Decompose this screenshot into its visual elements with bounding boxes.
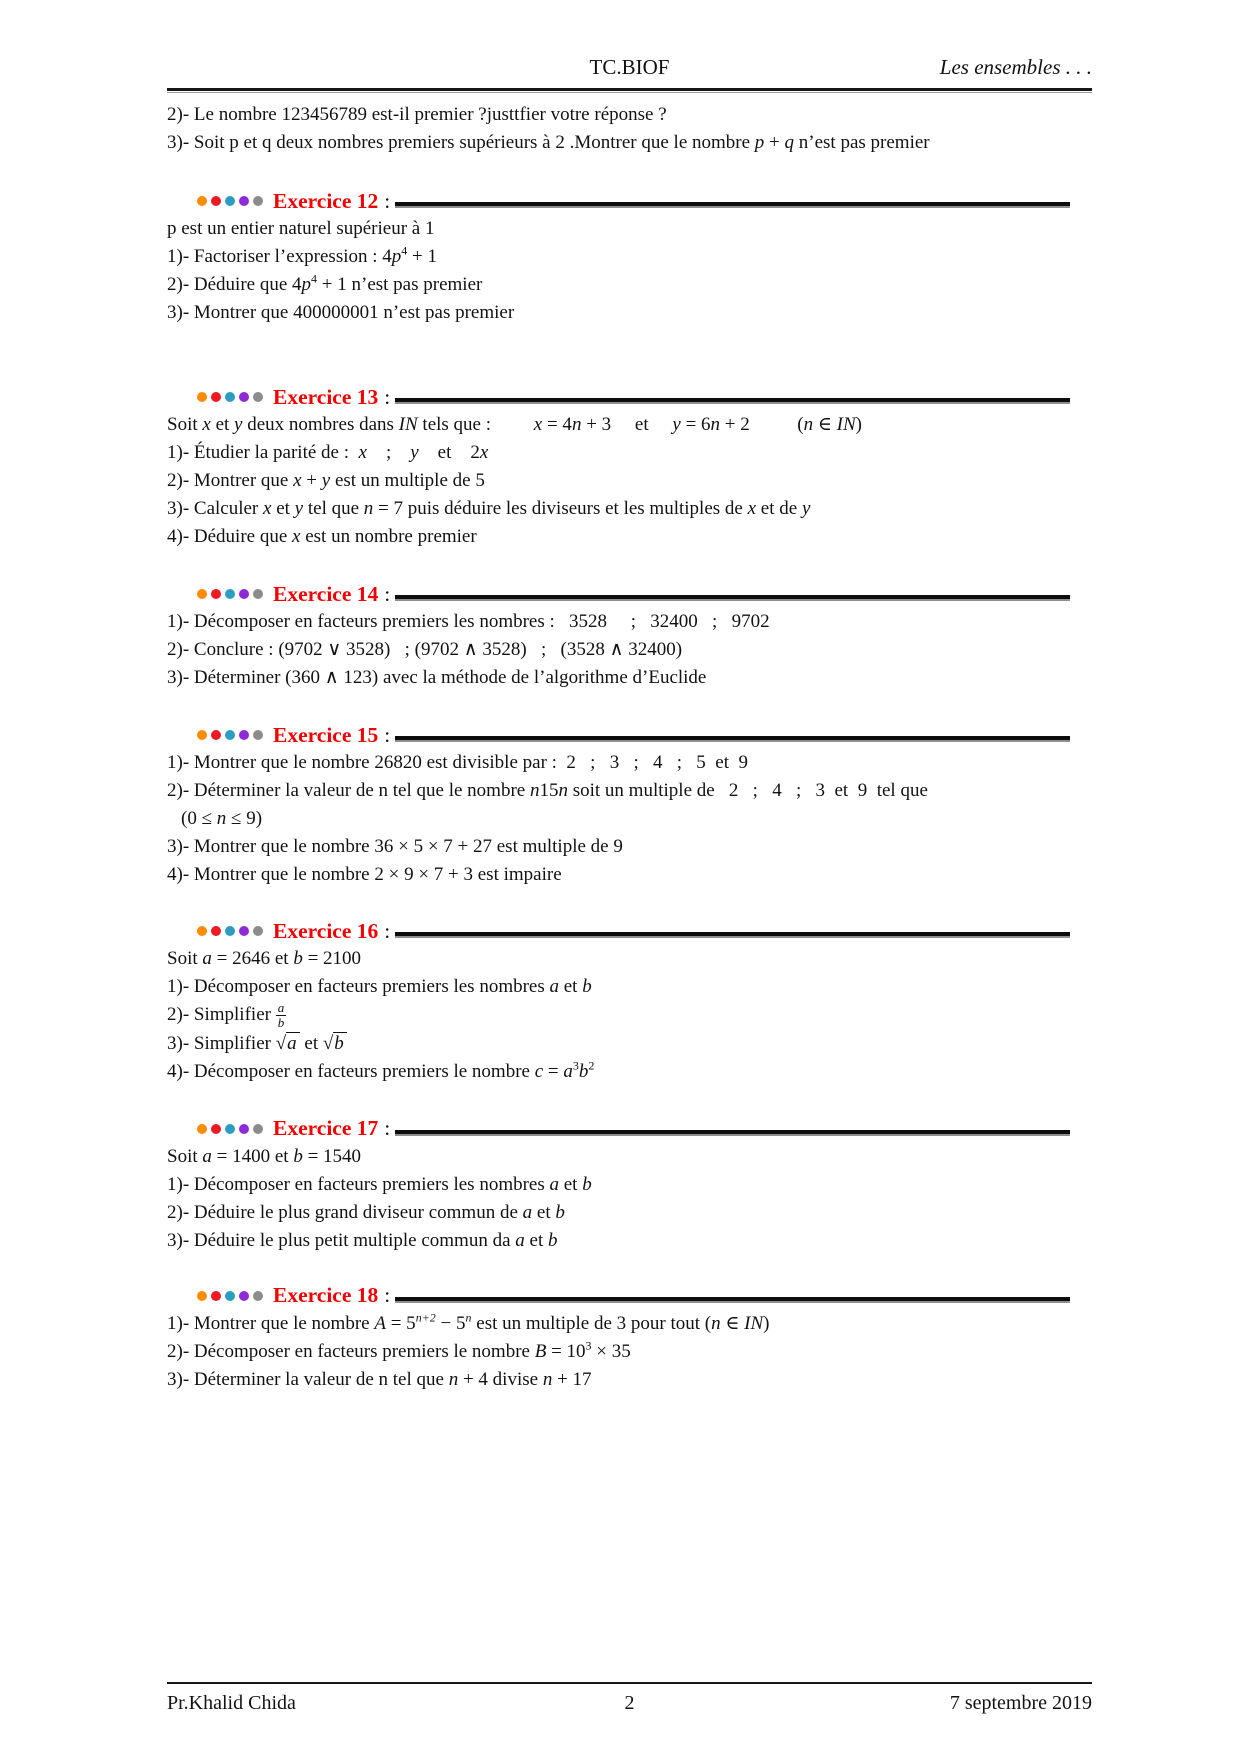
plain-text: et — [299, 1032, 323, 1054]
plain-text: 3)- Montrer que le nombre 36 × 5 × 7 + 27 est multiple de 9 — [167, 836, 623, 857]
plain-text: 3)- Calculer — [167, 498, 264, 519]
plain-text: = — [543, 1060, 564, 1082]
plain-text: et — [524, 1229, 548, 1251]
plain-text: deux nombres dans — [242, 414, 399, 435]
bullet-dot — [197, 1124, 207, 1134]
plain-text: 3)- Soit p et q deux nombres premiers supérieurs à 2 .Montrer que le nombre — [167, 132, 755, 153]
math-text: b — [555, 1201, 565, 1223]
exercise-rule — [395, 202, 1070, 208]
math-text: IN — [744, 1312, 764, 1334]
exercise-line — [167, 749, 1092, 777]
bullet-dot — [211, 196, 221, 206]
bullet-dot — [239, 589, 249, 599]
plain-text: 1)- Montrer que le nombre 26820 est divisible par : 2 ; 3 ; 4 ; 5 et 9 — [167, 752, 748, 773]
header-subject: Les ensembles . . . — [939, 55, 1092, 79]
superscript: n+2 — [415, 1310, 436, 1325]
bullet-dot — [211, 1124, 221, 1134]
exercise-line — [167, 945, 1092, 973]
math-text: b — [578, 1060, 589, 1082]
plain-text: 3)- Déduire le plus petit multiple commun da — [167, 1229, 516, 1251]
plain-text: 15 — [539, 780, 559, 801]
plain-text: ≤ 9) — [226, 808, 263, 829]
exercise-line — [167, 411, 1092, 439]
bullet-dot — [225, 926, 235, 936]
bullet-dot — [239, 196, 249, 206]
math-text: n — [529, 780, 540, 801]
exercise-line — [167, 1143, 1092, 1171]
bullet-dot — [225, 392, 235, 402]
math-text: a — [563, 1060, 573, 1082]
exercise-line — [167, 1227, 1092, 1255]
math-text: a — [549, 976, 559, 997]
fraction — [276, 1001, 287, 1029]
exercise-line — [167, 608, 1092, 636]
math-text: B — [534, 1340, 547, 1362]
exercise-12 — [167, 187, 1092, 327]
bullet-dot — [211, 589, 221, 599]
plain-text: tel que — [303, 498, 364, 519]
exercise-line — [167, 523, 1092, 551]
plain-text: Soit — [167, 414, 203, 435]
sqrt-radicand: b — [333, 1032, 347, 1054]
bullet-dot — [253, 589, 263, 599]
exercise-line — [167, 215, 1092, 243]
math-text: y — [234, 414, 243, 435]
plain-text: et de — [756, 498, 802, 519]
exercise-rule — [395, 1297, 1070, 1303]
plain-text: 2)- Décomposer en facteurs premiers le nombre — [167, 1340, 535, 1362]
bullet-dot — [197, 196, 207, 206]
plain-text: ) — [763, 1312, 770, 1334]
bullet-dots-icon — [197, 1291, 263, 1301]
plain-text: soit un multiple de 2 ; 4 ; 3 et 9 tel que — [567, 780, 928, 801]
plain-text: est un multiple de 5 — [330, 470, 485, 491]
footer-page-number: 2 — [624, 1692, 635, 1714]
superscript: 3 — [585, 1338, 592, 1353]
exercise-heading — [197, 383, 1092, 411]
exercise-line — [167, 439, 1092, 467]
superscript: 2 — [588, 1058, 595, 1073]
math-text: a — [202, 948, 212, 969]
math-text: n — [803, 414, 814, 435]
exercise-13 — [167, 383, 1092, 551]
exercise-heading — [197, 1115, 1092, 1143]
exercise-rule — [395, 595, 1070, 601]
plain-text: = 6 — [680, 414, 711, 435]
plain-text: + 2 ( — [720, 414, 804, 435]
exercise-line — [167, 1338, 1092, 1366]
bullet-dot — [197, 589, 207, 599]
plain-text: p est un entier naturel supérieur à 1 — [167, 218, 435, 239]
bullet-dot — [239, 392, 249, 402]
plain-text: tels que : — [417, 414, 534, 435]
superscript: 4 — [401, 243, 408, 258]
exercise-title: Exercice 18 — [273, 1283, 379, 1308]
intro-lines — [167, 101, 1092, 157]
math-text: x — [747, 498, 757, 519]
plain-text: 2)- Déduire le plus grand diviseur commun de — [167, 1201, 523, 1223]
exercise-line — [167, 664, 1092, 692]
exercise-colon: : — [384, 1283, 391, 1308]
exercise-colon: : — [384, 722, 391, 747]
plain-text: = 10 — [546, 1340, 586, 1362]
exercise-line — [167, 467, 1092, 495]
plain-text: 3)- Déterminer la valeur de n tel que — [167, 1368, 449, 1390]
math-text: x — [202, 414, 211, 435]
plain-text: ∈ — [720, 1312, 745, 1334]
bullet-dot — [211, 392, 221, 402]
plain-text: 1)- Décomposer en facteurs premiers les nombres : 3528 ; 32400 ; 9702 — [167, 611, 770, 632]
exercise-heading — [197, 187, 1092, 215]
plain-text: = 1400 et — [211, 1145, 294, 1167]
plain-text: 3)- Montrer que 400000001 n’est pas premier — [167, 302, 515, 323]
exercise-18 — [167, 1282, 1092, 1394]
bullet-dot — [197, 730, 207, 740]
math-text: A — [374, 1312, 386, 1334]
math-text: b — [293, 1145, 303, 1167]
exercise-heading — [197, 580, 1092, 608]
bullet-dot — [197, 392, 207, 402]
bullet-dot — [239, 1124, 249, 1134]
math-text: y — [294, 498, 304, 519]
plain-text: + — [764, 132, 785, 153]
exercise-line — [167, 973, 1092, 1001]
bullet-dot — [253, 730, 263, 740]
plain-text: 4)- Décomposer en facteurs premiers le nombre — [167, 1060, 535, 1082]
exercise-line — [167, 1366, 1092, 1394]
plain-text: 1)- Décomposer en facteurs premiers les nombres — [167, 1173, 550, 1195]
bullet-dot — [239, 730, 249, 740]
exercise-heading — [197, 721, 1092, 749]
exercise-17 — [167, 1115, 1092, 1255]
exercise-line — [167, 243, 1092, 271]
exercises — [167, 187, 1092, 1394]
bullet-dot — [225, 196, 235, 206]
plain-text: ∈ — [813, 414, 837, 435]
plain-text: est un nombre premier — [300, 526, 477, 547]
exercise-line — [167, 101, 1092, 129]
bullet-dot — [211, 1291, 221, 1301]
math-text: IN — [398, 414, 418, 435]
bullet-dots-icon — [197, 196, 263, 206]
plain-text: 2)- Déterminer la valeur de n tel que le nombre — [167, 780, 530, 801]
plain-text: 4)- Déduire que — [167, 526, 293, 547]
math-text: IN — [836, 414, 856, 435]
header — [167, 48, 1092, 91]
math-text: y — [801, 498, 811, 519]
plain-text: 1)- Décomposer en facteurs premiers les nombres — [167, 976, 550, 997]
plain-text: = 1540 — [302, 1145, 362, 1167]
exercise-16 — [167, 917, 1092, 1086]
plain-text: × 35 — [591, 1340, 631, 1362]
superscript: n — [465, 1310, 472, 1325]
exercise-line — [167, 805, 1092, 833]
bullet-dot — [225, 1291, 235, 1301]
math-text: p — [391, 246, 402, 267]
exercise-rule — [395, 736, 1070, 742]
exercise-rule — [395, 398, 1070, 404]
plain-text: est un multiple de 3 pour tout ( — [471, 1312, 712, 1334]
exercise-line — [167, 636, 1092, 664]
math-text: p — [754, 132, 765, 153]
footer-date: 7 septembre 2019 — [949, 1692, 1092, 1714]
bullet-dot — [253, 926, 263, 936]
sqrt-expression: √a — [276, 1032, 300, 1054]
exercise-title: Exercice 15 — [273, 722, 379, 747]
math-text: n — [542, 1368, 553, 1390]
exercise-line — [167, 1310, 1092, 1338]
bullet-dot — [225, 589, 235, 599]
math-text: c — [534, 1060, 544, 1082]
math-text: n — [216, 808, 227, 829]
math-text: b — [582, 1173, 592, 1195]
plain-text: 2)- Montrer que — [167, 470, 294, 491]
plain-text: 2)- Simplifier — [167, 1004, 276, 1025]
header-title: TC.BIOF — [589, 55, 670, 79]
exercise-line — [167, 777, 1092, 805]
exercise-line — [167, 495, 1092, 523]
plain-text: 2)- Déduire que 4 — [167, 274, 302, 295]
math-text: y — [672, 414, 681, 435]
math-text: x — [358, 442, 367, 463]
math-text: a — [549, 1173, 559, 1195]
exercise-title: Exercice 14 — [273, 581, 379, 606]
exercise-title: Exercice 16 — [273, 918, 379, 943]
plain-text: 4)- Montrer que le nombre 2 × 9 × 7 + 3 est impaire — [167, 864, 562, 885]
plain-text: et — [271, 498, 295, 519]
exercise-line — [167, 1001, 1092, 1030]
plain-text: = 4 — [542, 414, 572, 435]
exercise-line — [167, 861, 1092, 889]
superscript: 3 — [572, 1058, 579, 1073]
plain-text: + 17 — [552, 1368, 592, 1390]
math-text: b — [293, 948, 303, 969]
bullet-dots-icon — [197, 926, 263, 936]
math-text: y — [410, 442, 419, 463]
plain-text: 2)- Le nombre 123456789 est-il premier ?justtfier votre réponse ? — [167, 104, 667, 125]
plain-text: et — [559, 1173, 583, 1195]
exercise-colon: : — [384, 581, 391, 606]
bullet-dot — [239, 926, 249, 936]
exercise-14 — [167, 580, 1092, 692]
bullet-dot — [225, 730, 235, 740]
plain-text: 1)- Étudier la parité de : — [167, 442, 359, 463]
exercise-line — [167, 1171, 1092, 1199]
footer — [167, 1682, 1092, 1714]
exercise-colon: : — [384, 188, 391, 213]
sqrt-radicand: a — [286, 1032, 300, 1054]
math-text: n — [571, 414, 582, 435]
plain-text: 1)- Montrer que le nombre — [167, 1312, 375, 1334]
fraction-denominator: b — [277, 1015, 285, 1030]
exercise-colon: : — [384, 918, 391, 943]
plain-text: 1)- Factoriser l’expression : 4 — [167, 246, 392, 267]
math-text: b — [582, 976, 592, 997]
bullet-dot — [253, 196, 263, 206]
plain-text: + 3 et — [581, 414, 673, 435]
math-text: x — [533, 414, 543, 435]
plain-text: − 5 — [435, 1312, 466, 1334]
exercise-line — [167, 129, 1092, 157]
math-text: x — [292, 526, 301, 547]
bullet-dot — [211, 926, 221, 936]
exercise-colon: : — [384, 384, 391, 409]
math-text: p — [301, 274, 312, 295]
math-text: a — [202, 1145, 212, 1167]
plain-text: + 4 divise — [458, 1368, 543, 1390]
exercise-title: Exercice 12 — [273, 188, 379, 213]
exercise-title: Exercice 17 — [273, 1116, 379, 1141]
math-text: n — [710, 414, 721, 435]
bullet-dot — [197, 1291, 207, 1301]
plain-text: n’est pas premier — [794, 132, 930, 153]
plain-text: (0 ≤ — [181, 808, 217, 829]
plain-text: = 2100 — [302, 948, 362, 969]
plain-text: et — [559, 976, 583, 997]
math-text: a — [515, 1229, 525, 1251]
content — [167, 92, 1092, 1394]
plain-text: et — [532, 1201, 556, 1223]
math-text: x — [479, 442, 489, 463]
plain-text: 2)- Conclure : (9702 ∨ 3528) ; (9702 ∧ 3528) ; (3528 ∧ 32400) — [167, 639, 683, 660]
plain-text: + 1 n’est pas premier — [317, 274, 483, 295]
exercise-line — [167, 1030, 1092, 1058]
bullet-dot — [197, 926, 207, 936]
exercise-line — [167, 271, 1092, 299]
bullet-dots-icon — [197, 730, 263, 740]
bullet-dot — [211, 730, 221, 740]
exercise-line — [167, 833, 1092, 861]
plain-text: = 5 — [385, 1312, 416, 1334]
math-text: n — [448, 1368, 459, 1390]
bullet-dot — [225, 1124, 235, 1134]
math-text: n — [363, 498, 374, 519]
bullet-dot — [253, 1124, 263, 1134]
exercise-line — [167, 299, 1092, 327]
bullet-dot — [253, 1291, 263, 1301]
math-text: n — [711, 1312, 721, 1334]
exercise-heading — [197, 917, 1092, 945]
math-text: y — [321, 470, 331, 491]
exercise-line — [167, 1199, 1092, 1227]
exercise-heading — [197, 1282, 1092, 1310]
plain-text: ; — [366, 442, 411, 463]
plain-text: et — [210, 414, 235, 435]
footer-author: Pr.Khalid Chida — [167, 1692, 296, 1714]
exercise-rule — [395, 1130, 1070, 1136]
plain-text: et 2 — [418, 442, 480, 463]
plain-text: + — [301, 470, 322, 491]
math-text: a — [522, 1201, 533, 1223]
bullet-dots-icon — [197, 392, 263, 402]
plain-text: = 7 puis déduire les diviseurs et les multiples de — [373, 498, 748, 519]
math-text: x — [293, 470, 302, 491]
plain-text: Soit — [167, 948, 203, 969]
exercise-rule — [395, 932, 1070, 938]
plain-text: 3)- Simplifier — [167, 1032, 276, 1054]
superscript: 4 — [311, 271, 318, 286]
math-text: b — [547, 1229, 558, 1251]
math-text: n — [558, 780, 568, 801]
plain-text: = 2646 et — [211, 948, 294, 969]
bullet-dot — [239, 1291, 249, 1301]
bullet-dots-icon — [197, 589, 263, 599]
sqrt-expression: √b — [323, 1032, 347, 1054]
plain-text: Soit — [167, 1145, 203, 1167]
plain-text: ) — [855, 414, 862, 435]
math-text: x — [263, 498, 272, 519]
math-text: q — [784, 132, 795, 153]
fraction-numerator: a — [277, 1000, 285, 1016]
bullet-dots-icon — [197, 1124, 263, 1134]
exercise-colon: : — [384, 1116, 391, 1141]
bullet-dot — [253, 392, 263, 402]
plain-text: 3)- Déterminer (360 ∧ 123) avec la méthode de l’algorithme d’Euclide — [167, 667, 707, 688]
exercise-15 — [167, 721, 1092, 889]
exercise-line — [167, 1058, 1092, 1086]
plain-text: + 1 — [407, 246, 437, 267]
exercise-title: Exercice 13 — [273, 384, 379, 409]
